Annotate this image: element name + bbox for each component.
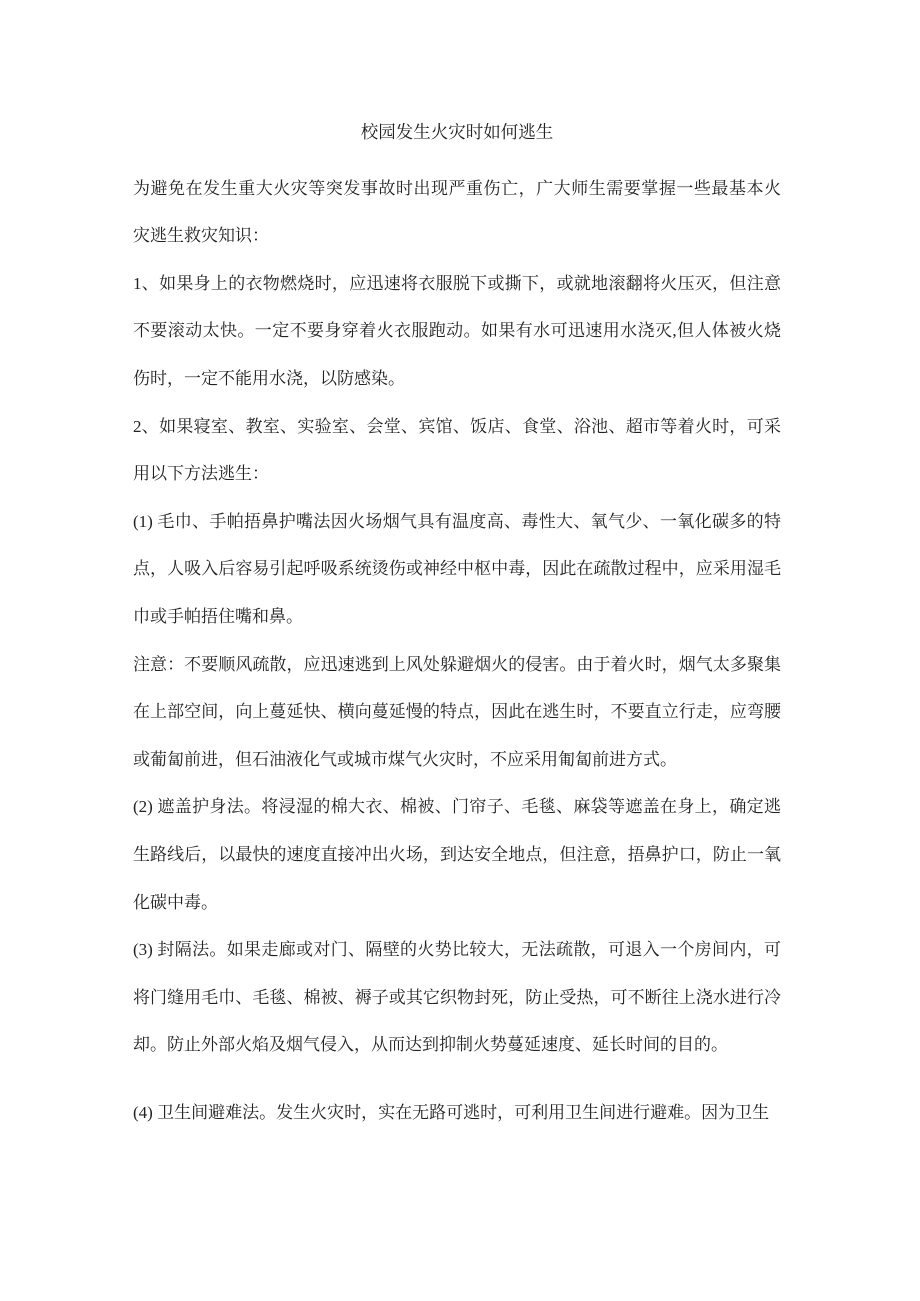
text-line: 1、如果身上的衣物燃烧时，应迅速将衣服脱下或撕下，或就地滚翻将火压灭，但注意 [133,273,781,293]
text-line: 将门缝用毛巾、毛毯、棉被、褥子或其它织物封死，防止受热，可不断往上浇水进行冷 [133,987,781,1007]
paragraph-item-2 [133,403,781,498]
text-line: 灾逃生救灾知识： [133,226,269,246]
text-line: 却。防止外部火焰及烟气侵入，从而达到抑制火势蔓延速度、延长时间的目的。 [133,1035,728,1055]
text-line: 巾或手帕捂住嘴和鼻。 [133,606,303,626]
paragraph-intro [133,165,781,260]
text-line: (3) 封隔法。如果走廊或对门、隔壁的火势比较大，无法疏散，可退入一个房间内，可 [133,940,781,960]
paragraph-method-1 [133,498,781,641]
paragraph-method-4 [133,1089,781,1137]
paragraph-notice [133,641,781,784]
paragraph-method-3 [133,926,781,1069]
text-line: 不要滚动太快。一定不要身穿着火衣服跑动。如果有水可迅速用水浇灭,但人体被火烧 [133,321,781,341]
text-line: (1) 毛巾、手帕捂鼻护嘴法因火场烟气具有温度高、毒性大、氧气少、一氧化碳多的特 [133,511,781,531]
text-line: 为避免在发生重大火灾等突发事故时出现严重伤亡，广大师生需要掌握一些最基本火 [133,178,781,198]
document-content [133,109,781,1136]
text-line: 或葡匐前进，但石油液化气或城市煤气火灾时，不应采用匍匐前进方式。 [133,749,677,769]
text-line: 注意：不要顺风疏散，应迅速逃到上风处躲避烟火的侵害。由于着火时，烟气太多聚集 [133,654,781,674]
text-line: (2) 遮盖护身法。将浸湿的棉大衣、棉被、门帘子、毛毯、麻袋等遮盖在身上，确定逃 [133,797,781,817]
text-line: 化碳中毒。 [133,892,218,912]
text-line: 点，人吸入后容易引起呼吸系统烫伤或神经中枢中毒，因此在疏散过程中，应采用湿毛 [133,559,781,579]
text-line: 伤时，一定不能用水浇，以防感染。 [133,368,405,388]
text-line: (4) 卫生间避难法。发生火灾时，实在无路可逃时，可利用卫生间进行避难。因为卫生 [133,1102,770,1122]
text-line: 在上部空间，向上蔓延快、横向蔓延慢的特点，因此在逃生时，不要直立行走，应弯腰 [133,702,781,722]
page-title: 校园发生火灾时如何逃生 [360,122,554,142]
paragraph-item-1 [133,260,781,403]
text-line: 生路线后，以最快的速度直接冲出火场，到达安全地点，但注意，捂鼻护口，防止一氧 [133,844,781,864]
document-body [133,165,781,1137]
paragraph-method-2 [133,783,781,926]
text-line: 用以下方法逃生： [133,464,269,484]
text-line: 2、如果寝室、教室、实验室、会堂、宾馆、饭店、食堂、浴池、超市等着火时，可采 [133,416,781,436]
